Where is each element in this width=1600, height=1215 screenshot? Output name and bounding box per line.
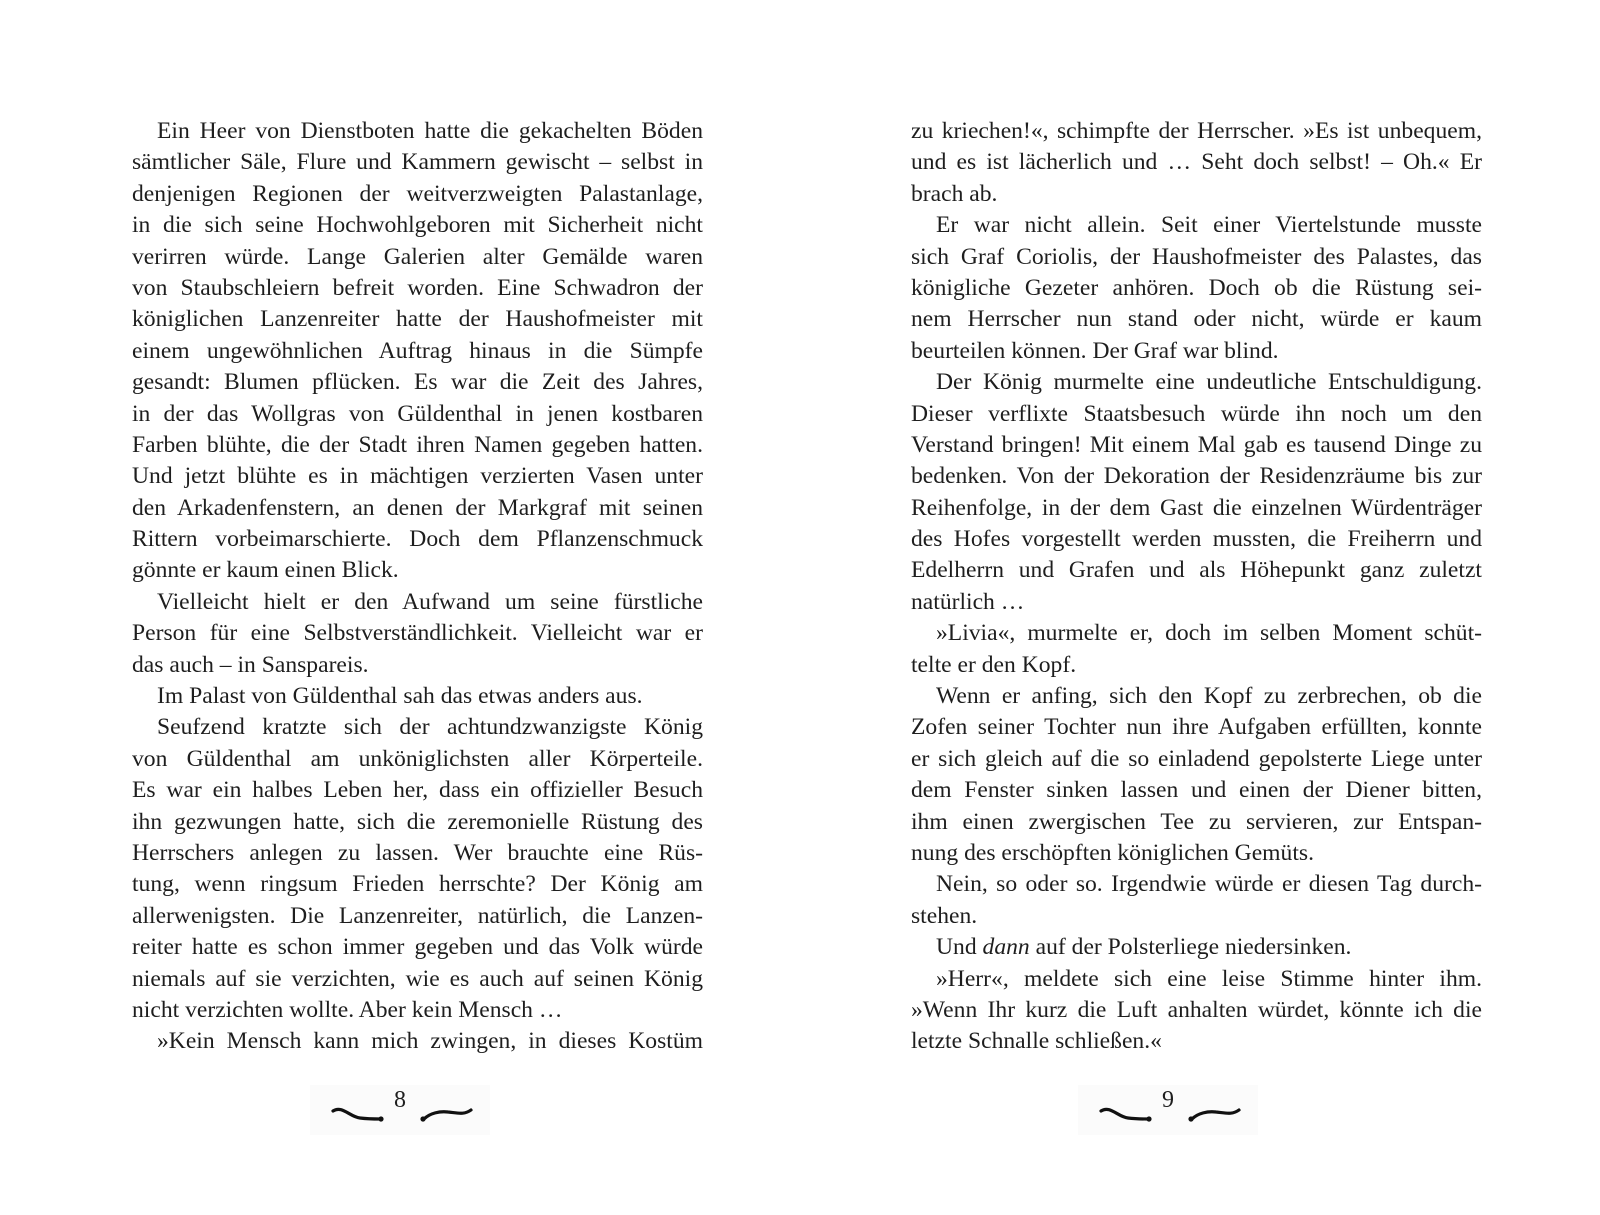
page-footer <box>310 1085 490 1135</box>
text-line: bedenken. Von der Dekoration der Residenzräume bis zur <box>911 463 1482 490</box>
text-line: Herrschers anlegen zu lassen. Wer brauchte eine Rüs- <box>132 839 703 866</box>
text-line: gönnte er kaum einen Blick. <box>132 557 399 584</box>
emphasized-word: dann <box>982 934 1030 961</box>
text-line: beurteilen können. Der Graf war blind. <box>911 337 1279 364</box>
text-line: sämtlicher Säle, Flure und Kammern gewischt – selbst in <box>132 149 703 176</box>
text-line: königlichen Lanzenreiter hatte der Haushofmeister mit <box>132 306 703 333</box>
text-line: Farben blühte, die der Stadt ihren Namen gegeben hatten. <box>132 431 703 458</box>
text-line: natürlich … <box>911 588 1025 615</box>
text-line: telte er den Kopf. <box>911 651 1077 678</box>
text-line: »Kein Mensch kann mich zwingen, in dieses Kostüm <box>157 1028 703 1055</box>
text-line: zu kriechen!«, schimpfte der Herrscher. »Es ist unbequem, <box>911 118 1482 144</box>
text-line: nung des erschöpften königlichen Gemüts. <box>911 839 1314 866</box>
text-line: den Arkadenfenstern, an denen der Markgraf mit seinen <box>132 494 703 521</box>
text-line: Person für eine Selbstverständlichkeit. Vielleicht war er <box>132 620 703 647</box>
text-line: denjenigen Regionen der weitverzweigten Palastanlage, <box>132 180 703 207</box>
text-line <box>911 932 1482 963</box>
text-line: Er war nicht allein. Seit einer Viertelstunde musste <box>936 212 1482 239</box>
text-line: nicht verzichten wollte. Aber kein Mensch … <box>132 996 563 1023</box>
text-line: dem Fenster sinken lassen und einen der Diener bitten, <box>911 777 1482 804</box>
left-page-text <box>132 116 703 1058</box>
text-line: er sich gleich auf die so einladend gepolsterte Liege unter <box>911 745 1482 772</box>
text-line: niemals auf sie verzichten, wie es auch auf seinen König <box>132 965 703 992</box>
text-span: Und <box>936 934 983 961</box>
text-line: Der König murmelte eine undeutliche Entschuldigung. <box>936 369 1482 396</box>
text-line: »Livia«, murmelte er, doch im selben Moment schüt- <box>936 620 1482 647</box>
text-line: Nein, so oder so. Irgendwie würde er diesen Tag durch- <box>936 871 1482 898</box>
text-line: Seufzend kratzte sich der achtundzwanzigste König <box>157 714 703 741</box>
text-line: Wenn er anfing, sich den Kopf zu zerbrechen, ob die <box>936 683 1482 710</box>
text-line: gesandt: Blumen pflücken. Es war die Zeit des Jahres, <box>132 369 703 396</box>
text-line: des Hofes vorgestellt werden mussten, die Freiherrn und <box>911 526 1482 553</box>
text-line: Und jetzt blühte es in mächtigen verzierten Vasen unter <box>132 463 703 490</box>
text-line: in die sich seine Hochwohlgeboren mit Sicherheit nicht <box>132 212 703 239</box>
text-line: Rittern vorbeimarschierte. Doch dem Pflanzenschmuck <box>132 526 703 553</box>
text-line: das auch – in Sanspareis. <box>132 651 369 678</box>
text-line: ihm einen zwergischen Tee zu servieren, zur Entspan- <box>911 808 1482 835</box>
text-line: »Wenn Ihr kurz die Luft anhalten würdet, könnte ich die <box>911 996 1482 1023</box>
text-line: Verstand bringen! Mit einem Mal gab es tausend Dinge zu <box>911 431 1482 458</box>
text-line: sich Graf Coriolis, der Haushofmeister des Palastes, das <box>911 243 1482 270</box>
text-line: von Güldenthal am unköniglichsten aller Körperteile. <box>132 745 703 772</box>
text-line: Es war ein halbes Leben her, dass ein offizieller Besuch <box>132 777 703 804</box>
right-swash-ornament <box>418 1103 474 1129</box>
text-line: königliche Gezeter anhören. Doch ob die Rüstung sei- <box>911 274 1482 301</box>
text-line: Dieser verflixte Staatsbesuch würde ihn noch um den <box>911 400 1482 427</box>
text-line: brach ab. <box>911 180 998 207</box>
text-line: Edelherrn und Grafen und als Höhepunkt ganz zuletzt <box>911 557 1482 584</box>
page-footer <box>1078 1085 1258 1135</box>
text-line: letzte Schnalle schließen.« <box>911 1028 1162 1055</box>
text-line: Vielleicht hielt er den Aufwand um seine fürstliche <box>157 588 703 615</box>
text-line: nem Herrscher nun stand oder nicht, würde er kaum <box>911 306 1482 333</box>
page-number: 9 <box>1162 1087 1174 1113</box>
text-line: Ein Heer von Dienstboten hatte die gekachelten Böden <box>157 118 703 144</box>
text-line: Zofen seiner Tochter nun ihre Aufgaben erfüllten, konnte <box>911 714 1482 741</box>
right-swash-ornament <box>1186 1103 1242 1129</box>
text-line: ihn gezwungen hatte, sich die zeremonielle Rüstung des <box>132 808 703 835</box>
text-line: allerwenigsten. Die Lanzenreiter, natürlich, die Lanzen- <box>132 902 703 929</box>
text-line: einem ungewöhnlichen Auftrag hinaus in die Sümpfe <box>132 337 703 364</box>
right-page <box>800 0 1600 1215</box>
left-swash-ornament <box>330 1103 386 1129</box>
left-swash-ornament <box>1098 1103 1154 1129</box>
text-line: stehen. <box>911 902 978 929</box>
text-line: »Herr«, meldete sich eine leise Stimme hinter ihm. <box>936 965 1482 992</box>
text-line: verirren würde. Lange Galerien alter Gemälde waren <box>132 243 703 270</box>
text-line: tung, wenn ringsum Frieden herrschte? Der König am <box>132 871 703 898</box>
text-span: auf der Polsterliege niedersinken. <box>1029 934 1352 961</box>
right-page-text <box>911 116 1482 1058</box>
page-number: 8 <box>394 1087 406 1113</box>
text-line: Im Palast von Güldenthal sah das etwas anders aus. <box>157 683 643 710</box>
text-line: reiter hatte es schon immer gegeben und das Volk würde <box>132 934 703 961</box>
text-line: Reihenfolge, in der dem Gast die einzelnen Würdenträger <box>911 494 1482 521</box>
text-line: und es ist lächerlich und … Seht doch selbst! – Oh.« Er <box>911 149 1482 176</box>
text-line: in der das Wollgras von Güldenthal in jenen kostbaren <box>132 400 703 427</box>
text-line: von Staubschleiern befreit worden. Eine Schwadron der <box>132 274 703 301</box>
